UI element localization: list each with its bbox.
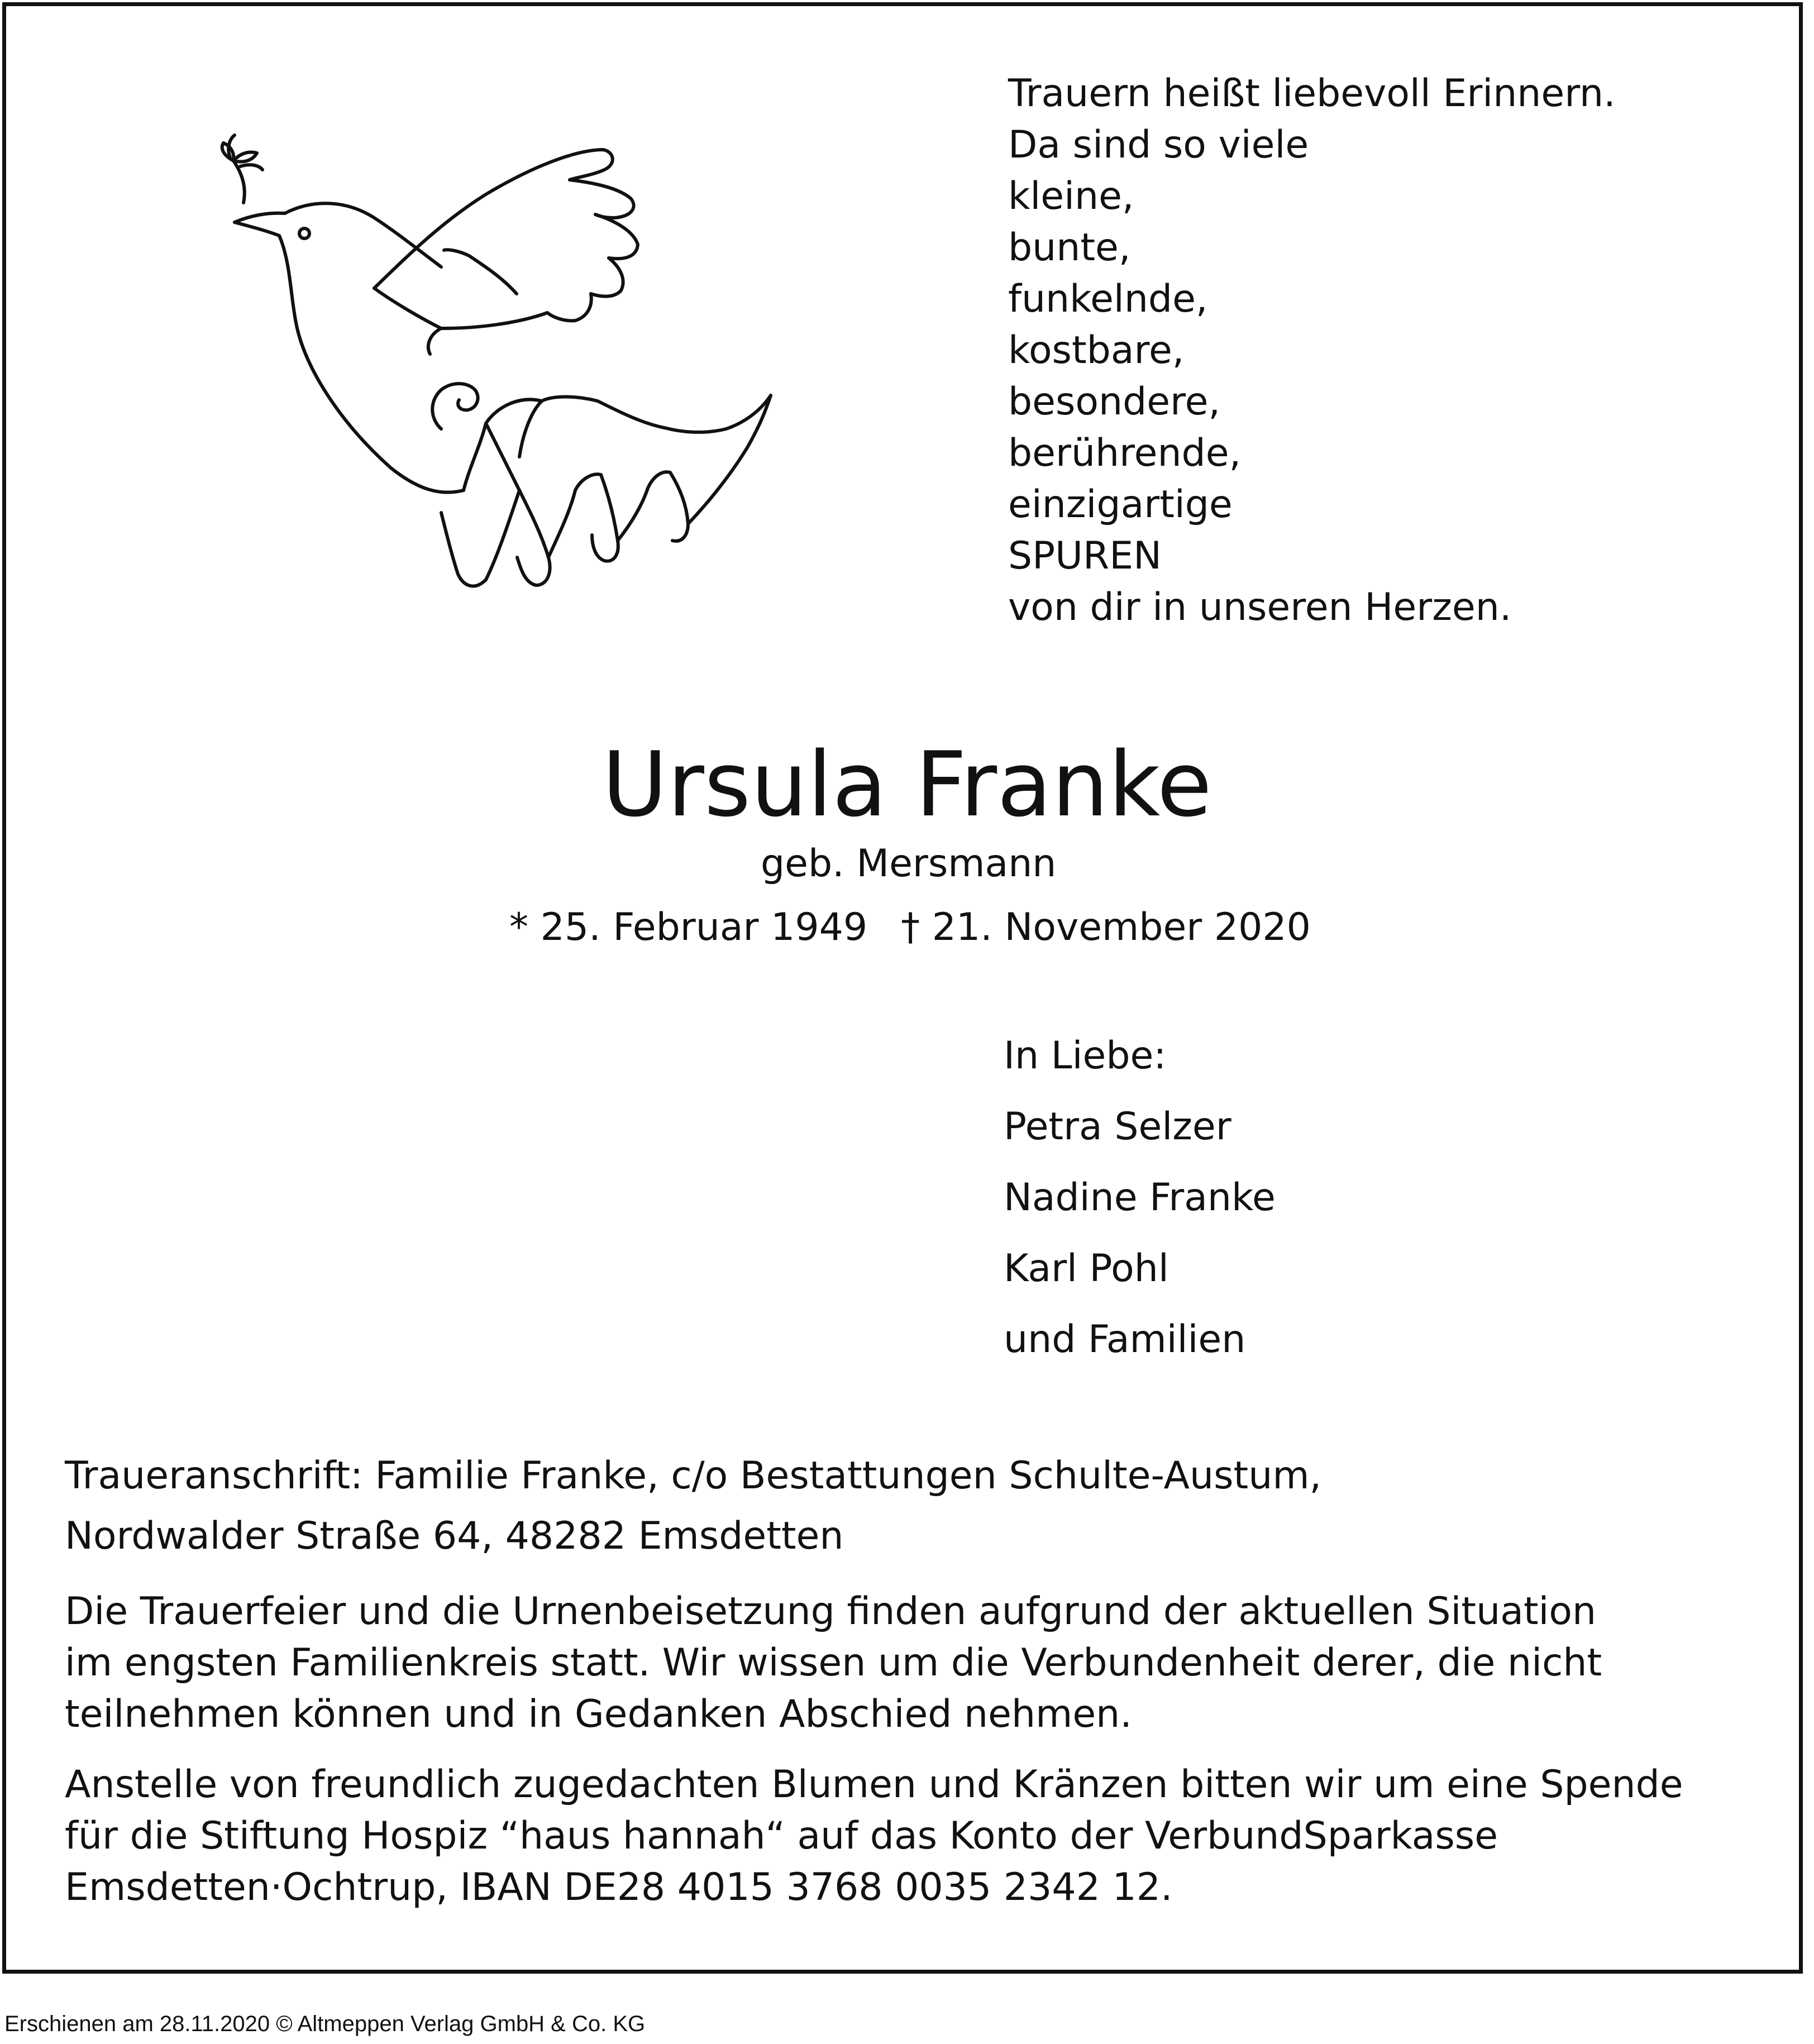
poem-line: kleine,: [1008, 174, 1134, 218]
poem-line: funkelnde,: [1008, 277, 1208, 321]
poem-line: von dir in unseren Herzen.: [1008, 585, 1512, 629]
mourner-name: und Familien: [1004, 1317, 1246, 1362]
death-date: † 21. November 2020: [901, 905, 1311, 949]
ceremony-line: Die Trauerfeier und die Urnenbeisetzung finden aufgrund der aktuellen Situation: [65, 1589, 1597, 1634]
birth-date: * 25. Februar 1949: [509, 905, 868, 949]
mourner-name: Nadine Franke: [1004, 1176, 1276, 1220]
mourners-list: [1004, 1031, 1276, 1386]
deceased-name: [0, 732, 1814, 838]
donation-line: für die Stiftung Hospiz “haus hannah“ auf das Konto der VerbundSparkasse: [65, 1814, 1498, 1858]
ceremony-line: im engsten Familienkreis statt. Wir wissen um die Verbundenheit derer, die nicht: [65, 1641, 1602, 1685]
poem-line: einzigartige: [1008, 483, 1233, 527]
mourners-intro: In Liebe:: [1004, 1034, 1167, 1078]
life-dates: [509, 902, 1311, 953]
address-line: Nordwalder Straße 64, 48282 Emsdetten: [65, 1514, 844, 1558]
mourner-name: Petra Selzer: [1004, 1105, 1231, 1149]
poem: [1008, 68, 1616, 633]
dove-with-olive-branch-icon: [207, 133, 799, 596]
donation-line: Emsdetten·Ochtrup, IBAN DE28 4015 3768 0035 2342 12.: [65, 1865, 1173, 1909]
maiden-name: geb. Mersmann: [761, 842, 1057, 886]
publication-footer: Erschienen am 28.11.2020 © Altmeppen Verlag GmbH & Co. KG: [4, 2012, 646, 2036]
mourning-address: [65, 1451, 1321, 1572]
poem-line: Trauern heißt liebevoll Erinnern.: [1008, 71, 1616, 116]
ceremony-line: teilnehmen können und in Gedanken Abschied nehmen.: [65, 1692, 1132, 1736]
address-line: Traueranschrift: Familie Franke, c/o Bestattungen Schulte-Austum,: [65, 1454, 1322, 1498]
poem-line: berührende,: [1008, 431, 1242, 475]
poem-line: bunte,: [1008, 226, 1131, 270]
mourner-name: Karl Pohl: [1004, 1247, 1169, 1291]
ceremony-notice: [65, 1586, 1602, 1740]
poem-line: Da sind so viele: [1008, 123, 1309, 167]
donation-line: Anstelle von freundlich zugedachten Blumen und Kränzen bitten wir um eine Spende: [65, 1763, 1683, 1807]
poem-line: besondere,: [1008, 380, 1221, 424]
poem-line: SPUREN: [1008, 534, 1162, 578]
deceased-name-text: Ursula Franke: [602, 732, 1212, 837]
donation-notice: [65, 1759, 1683, 1913]
poem-line: kostbare,: [1008, 328, 1185, 372]
